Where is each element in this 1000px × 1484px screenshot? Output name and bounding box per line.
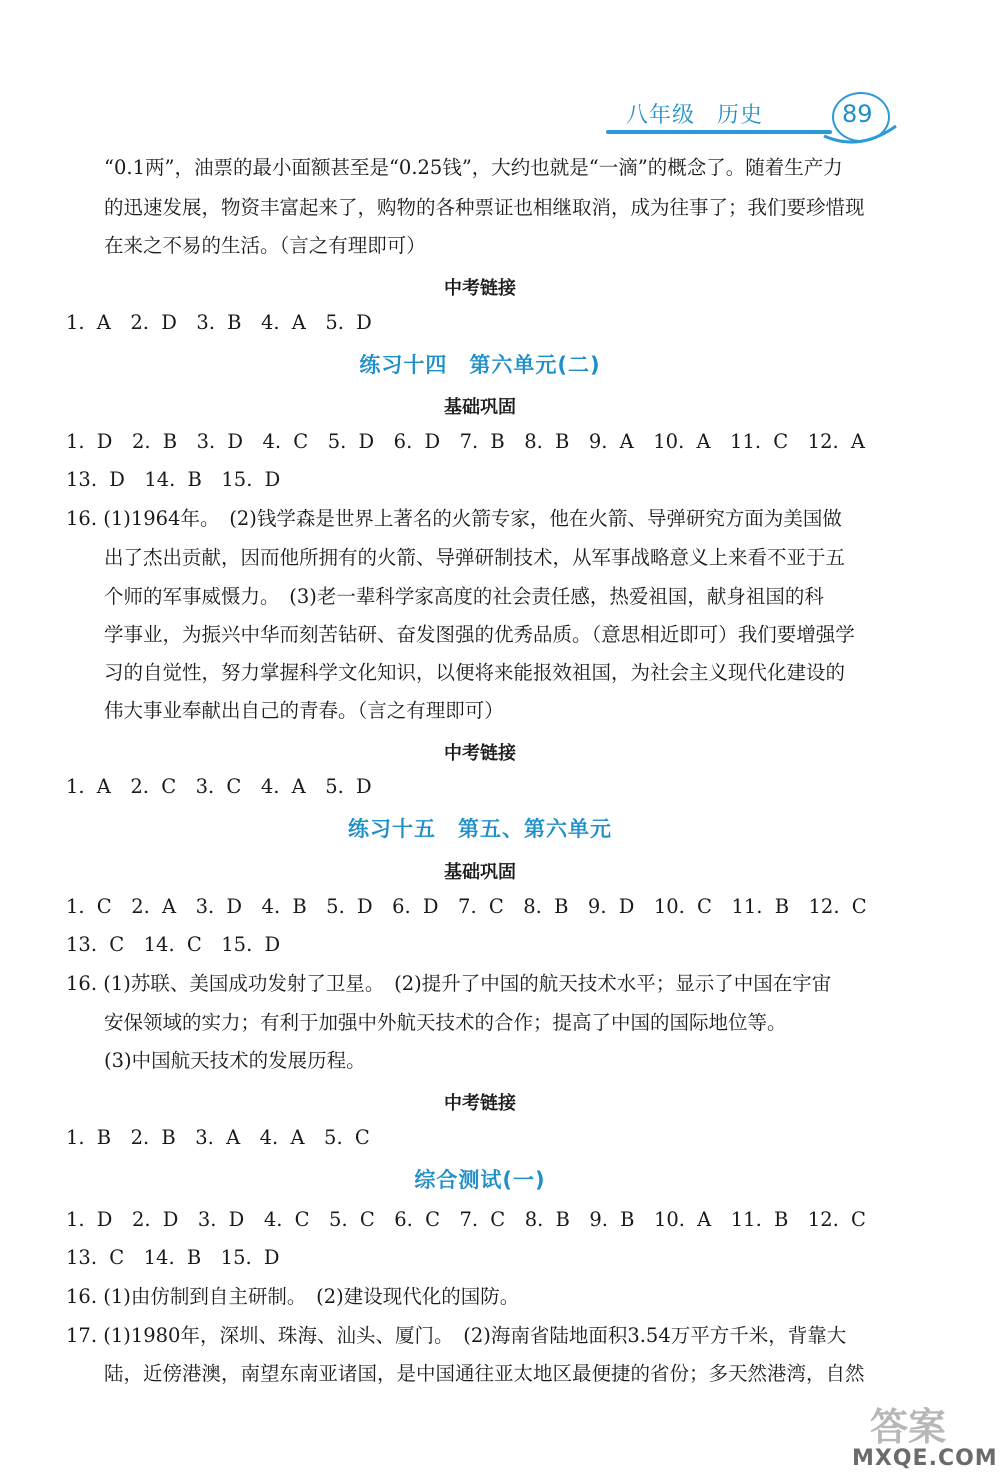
test1-q17-line-1: 17. (1)1980年，深圳、珠海、汕头、厦门。 (2)海南省陆地面积3.54万平方千米，背靠大 (66, 1324, 847, 1347)
page-number: 89 (842, 100, 873, 128)
section-title-test1: 综合测试(一) (414, 1168, 546, 1192)
ex14-q16-line-6: 伟大事业奉献出自己的青春。（言之有理即可） (104, 699, 504, 722)
answers-zhongkao-1: 1. A 2. D 3. B 4. A 5. D (66, 311, 372, 334)
header-subject: 历史 (717, 103, 764, 128)
subheading-zhongkao-15: 中考链接 (444, 1093, 516, 1114)
ex14-q16-line-5: 习的自觉性，努力掌握科学文化知识，以便将来能报效祖国，为社会主义现代化建设的 (104, 661, 846, 684)
intro-line-2: 的迅速发展，物资丰富起来了，购物的各种票证也相继取消，成为往事了；我们要珍惜现 (104, 196, 865, 219)
watermark-site: MXQE.COM (852, 1446, 998, 1471)
page-header (626, 98, 785, 129)
subheading-jichu-14: 基础巩固 (444, 397, 516, 418)
section-title-ex14: 练习十四 第六单元(二) (359, 353, 601, 377)
answers-test1-row2: 13. C 14. B 15. D (66, 1246, 280, 1269)
ex14-q16-line-4: 学事业，为振兴中华而刻苦钻研、奋发图强的优秀品质。（意思相近即可）我们要增强学 (104, 623, 855, 646)
intro-line-1: “0.1两”，油票的最小面额甚至是“0.25钱”，大约也就是“一滴”的概念了。随着生产力 (104, 156, 843, 179)
watermark-logo: 答案 (870, 1405, 947, 1449)
header-grade: 八年级 (626, 103, 696, 128)
section-title-ex15: 练习十五 第五、第六单元 (348, 817, 612, 841)
answers-ex15-row2: 13. C 14. C 15. D (66, 933, 281, 956)
header-rule (606, 130, 832, 134)
test1-q17-line-2: 陆，近傍港澳，南望东南亚诸国，是中国通往亚太地区最便捷的省份；多天然港湾，自然 (104, 1362, 865, 1385)
ex14-q16-line-3: 个师的军事威慑力。 (3)老一辈科学家高度的社会责任感，热爱祖国，献身祖国的科 (104, 585, 824, 608)
intro-line-3: 在来之不易的生活。（言之有理即可） (104, 234, 426, 257)
ex14-q16-line-2: 出了杰出贡献，因而他所拥有的火箭、导弹研制技术，从军事战略意义上来看不亚于五 (104, 546, 846, 569)
answers-ex14-row1: 1. D 2. B 3. D 4. C 5. D 6. D 7. B 8. B 9. A 10. A 11. C 12. A (66, 430, 865, 453)
ex15-q16-line-1: 16. (1)苏联、美国成功发射了卫星。 (2)提升了中国的航天技术水平；显示了中国在宇宙 (66, 972, 832, 995)
ex15-q16-line-3: (3)中国航天技术的发展历程。 (104, 1049, 366, 1072)
test1-q16: 16. (1)由仿制到自主研制。 (2)建设现代化的国防。 (66, 1285, 520, 1308)
subheading-zhongkao-1: 中考链接 (444, 278, 516, 299)
subheading-jichu-15: 基础巩固 (444, 862, 516, 883)
ex15-q16-line-2: 安保领域的实力；有利于加强中外航天技术的合作；提高了中国的国际地位等。 (104, 1011, 787, 1034)
ex14-q16-line-1: 16. (1)1964年。 (2)钱学森是世界上著名的火箭专家，他在火箭、导弹研究方面为美国做 (66, 507, 842, 530)
answers-test1-row1: 1. D 2. D 3. D 4. C 5. C 6. C 7. C 8. B 9. B 10. A 11. B 12. C (66, 1208, 866, 1231)
subheading-zhongkao-14: 中考链接 (444, 743, 516, 764)
answers-ex14-row2: 13. D 14. B 15. D (66, 468, 281, 491)
answers-zhongkao-14: 1. A 2. C 3. C 4. A 5. D (66, 775, 372, 798)
answers-ex15-row1: 1. C 2. A 3. D 4. B 5. D 6. D 7. C 8. B 9. D 10. C 11. B 12. C (66, 895, 867, 918)
header-swoosh-icon (820, 118, 900, 148)
answers-zhongkao-15: 1. B 2. B 3. A 4. A 5. C (66, 1126, 370, 1149)
